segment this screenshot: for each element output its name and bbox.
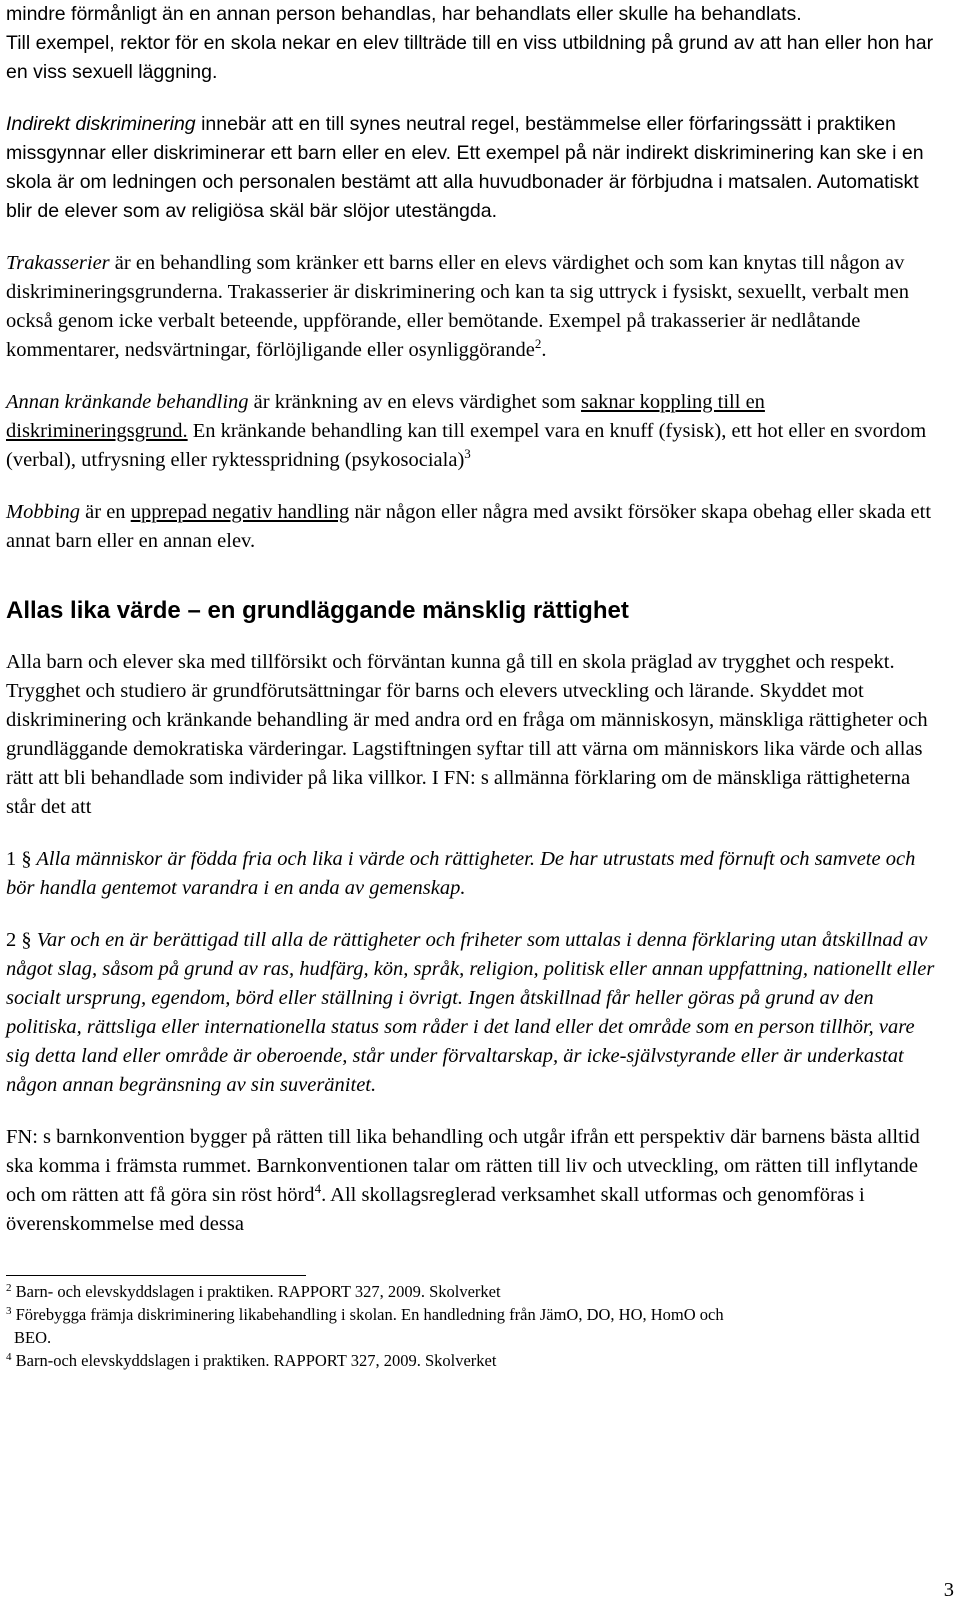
term-bullying: Mobbing xyxy=(6,501,81,523)
paragraph-text: är en behandling som kränker ett barns eller en elevs värdighet och som kan knytas till någon av diskrimineringsgrunderna. Trakasserier är diskriminering och kan ta sig uttryck i fysiskt, sexuellt, verbalt men också genom icke verbalt beteende, uppförande, eller bemötande. Exempel på trakasserier är nedlåtande kommentarer, nedsvärtningar, förlöjligande eller osynliggörande xyxy=(6,252,909,361)
footnote-ref-4[interactable]: 4 xyxy=(314,1181,322,1196)
paragraph-text: . All skollagsreglerad verksamhet skall utformas och genomföras i överenskommelse med dessa xyxy=(6,1184,865,1235)
paragraph-equal-value: Alla barn och elever ska med tillförsikt och förväntan kunna gå till en skola präglad av trygghet och respekt. Trygghet och studiero är grundförutsättningar för barns och elevers utveckling och lärande. Skyddet mot diskriminering och kränkande behandling är med andra ord en fråga om människosyn, mänskliga rättigheter och grundläggande demokratiska värderingar. Lagstiftningen syftar till att värna om människors lika värde och allas rätt att bli behandlade som individer på lika villkor. I FN: s allmänna förklaring om de mänskliga rättigheterna står det att xyxy=(6,651,928,818)
article-number: 1 § xyxy=(6,848,32,870)
article-number: 2 § xyxy=(6,929,32,951)
footnote-text: Barn- och elevskyddslagen i praktiken. RAPPORT 327, 2009. Skolverket xyxy=(11,1282,501,1301)
footnote-ref-2[interactable]: 2 xyxy=(534,336,542,351)
page-body xyxy=(6,0,936,1372)
punctuation: . xyxy=(541,339,547,361)
underlined-phrase: upprepad negativ handling xyxy=(130,501,350,523)
footnote-number: 2 xyxy=(6,1282,12,1294)
paragraph-text: är kränkning av en elevs värdighet som xyxy=(248,391,582,413)
article-1 xyxy=(6,845,936,903)
footnote-separator xyxy=(6,1275,306,1276)
term-other-offensive-treatment: Annan kränkande behandling xyxy=(6,391,249,413)
underlined-phrase: saknar koppling till en diskrimineringsgrund. xyxy=(6,391,765,442)
footnote-3-continuation: BEO. xyxy=(14,1328,52,1347)
section-heading: Allas lika värde – en grundläggande mänsklig rättighet xyxy=(6,597,629,624)
footnote-4 xyxy=(6,1349,936,1372)
paragraph-text: är en xyxy=(80,501,131,523)
term-harassment: Trakasserier xyxy=(6,252,110,274)
term-indirect-discrimination: Indirekt diskriminering xyxy=(6,113,196,135)
paragraph-harassment xyxy=(6,249,936,365)
article-2 xyxy=(6,926,936,1100)
paragraph-text: innebär att en till synes neutral regel, bestämmelse eller förfaringssätt i praktiken missgynnar eller diskriminerar ett barn eller en elev. Ett exempel på när indirekt diskriminering kan ske i en skola är om ledningen och personalen bestämt att alla huvudbonader är förbjudna i matsalen. Automatiskt blir de elever som av religiösa skäl bär slöjor utestängda. xyxy=(6,113,924,222)
paragraph-text: En kränkande behandling kan till exempel vara en knuff (fysisk), ett hot eller en svordom (verbal), utfrysning eller ryktesspridning (psykosociala) xyxy=(6,420,927,471)
footnote-text: Förebygga främja diskriminering likabehandling i skolan. En handledning från JämO, DO, HO, HomO och xyxy=(11,1305,724,1324)
article-text: Var och en är berättigad till alla de rättigheter och friheter som uttalas i denna förklaring utan åtskillnad av något slag, såsom på grund av ras, hudfärg, kön, språk, religion, politisk eller annan uppfattning, nationellt eller socialt ursprung, egendom, börd eller ställning i övrigt. Ingen åtskillnad får heller göras på grund av den politiska, rättsliga eller internationella status som råder i det land eller det område som en person tillhör, vare sig detta land eller område är oberoende, står under förvaltarskap, är icke-självstyrande eller är underkastat någon annan begränsning av sin suveränitet. xyxy=(6,929,935,1096)
article-text: Alla människor är födda fria och lika i värde och rättigheter. De har utrustats med förnuft och samvete och bör handla gentemot varandra i en anda av gemenskap. xyxy=(6,848,916,899)
footnote-number: 3 xyxy=(6,1305,12,1317)
footnotes xyxy=(6,1280,936,1372)
paragraph-other-offensive-treatment xyxy=(6,388,936,475)
footnote-2 xyxy=(6,1280,936,1303)
paragraph-text: FN: s barnkonvention bygger på rätten till lika behandling och utgår ifrån ett perspektiv där barnens bästa alltid ska komma i främsta rummet. Barnkonventionen talar om rätten till liv och utveckling, om rätten till inflytande och om rätten att få göra sin röst hörd xyxy=(6,1126,920,1206)
text-line: mindre förmånligt än en annan person behandlas, har behandlats eller skulle ha behandlats. xyxy=(6,3,802,25)
page-number: 3 xyxy=(943,1579,954,1601)
footnote-3 xyxy=(6,1303,936,1326)
paragraph-direct-discrimination-end xyxy=(6,0,936,87)
paragraph-child-convention xyxy=(6,1123,936,1239)
footnote-ref-3[interactable]: 3 xyxy=(464,446,471,461)
paragraph-indirect-discrimination xyxy=(6,110,936,226)
paragraph-bullying xyxy=(6,498,936,556)
paragraph-text: när någon eller några med avsikt försöker skapa obehag eller skada ett annat barn eller en annan elev. xyxy=(6,501,932,552)
footnote-number: 4 xyxy=(6,1351,12,1363)
footnote-text: Barn-och elevskyddslagen i praktiken. RAPPORT 327, 2009. Skolverket xyxy=(11,1351,497,1370)
text-line: Till exempel, rektor för en skola nekar en elev tillträde till en viss utbildning på grund av att han eller hon har en viss sexuell läggning. xyxy=(6,32,934,83)
